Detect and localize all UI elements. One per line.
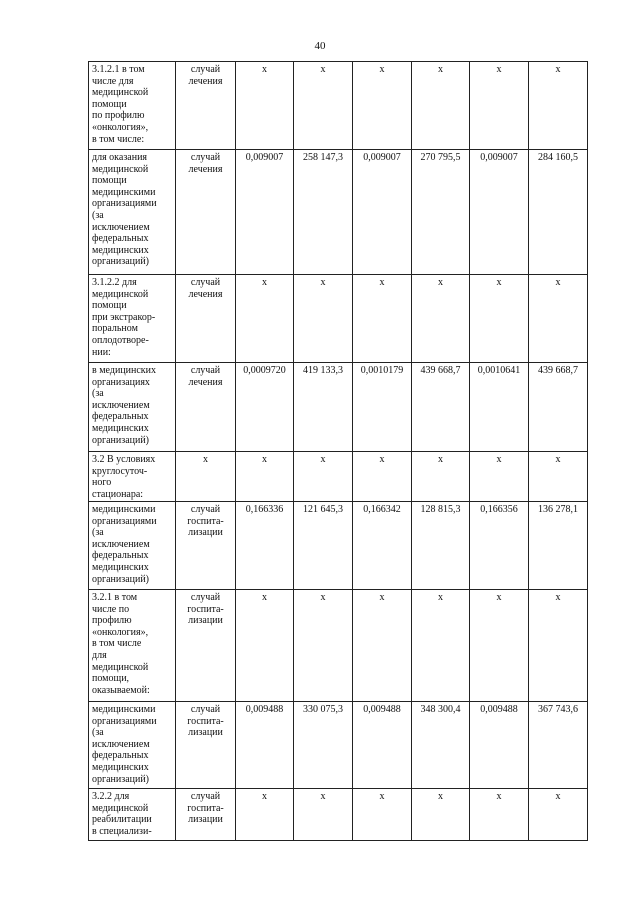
- value-cell: 136 278,1: [529, 502, 588, 590]
- table-row: [89, 150, 588, 275]
- value-cell: 0,009007: [236, 150, 294, 275]
- unit-label: случай госпита- лизации: [187, 791, 224, 826]
- table-row: [89, 502, 588, 590]
- value-cell: 419 133,3: [294, 363, 353, 452]
- value-cell: х: [236, 789, 294, 841]
- row-name-cell: [89, 452, 176, 502]
- value-cell: 367 743,6: [529, 702, 588, 789]
- row-name: для оказания медицинской помощи медицинскими организациями (за исключением федеральных медицинских организаций): [92, 152, 157, 268]
- value-cell: х: [294, 62, 353, 150]
- unit-label: случай лечения: [188, 365, 223, 388]
- unit-cell: [176, 590, 236, 702]
- value-cell: х: [529, 452, 588, 502]
- unit-label: случай лечения: [188, 64, 223, 87]
- value-cell: 284 160,5: [529, 150, 588, 275]
- value-cell: х: [236, 590, 294, 702]
- table-row: [89, 789, 588, 841]
- value-cell: 439 668,7: [412, 363, 470, 452]
- unit-cell: [176, 452, 236, 502]
- value-cell: 0,0009720: [236, 363, 294, 452]
- table-row: [89, 452, 588, 502]
- value-cell: х: [529, 62, 588, 150]
- value-cell: 0,009007: [353, 150, 412, 275]
- unit-label: случай госпита- лизации: [187, 504, 224, 539]
- row-name-cell: [89, 789, 176, 841]
- unit-label: случай лечения: [188, 152, 223, 175]
- value-cell: х: [412, 275, 470, 363]
- value-cell: 0,0010641: [470, 363, 529, 452]
- value-cell: х: [529, 275, 588, 363]
- value-cell: х: [353, 590, 412, 702]
- value-cell: х: [529, 789, 588, 841]
- unit-cell: [176, 363, 236, 452]
- value-cell: х: [294, 590, 353, 702]
- page-number: 40: [314, 40, 326, 52]
- value-cell: 0,009488: [236, 702, 294, 789]
- unit-label: случай госпита- лизации: [187, 592, 224, 627]
- value-cell: х: [470, 452, 529, 502]
- row-name: 3.1.2.1 в том числе для медицинской помощи по профилю «онкология», в том числе:: [92, 64, 149, 145]
- value-cell: х: [353, 275, 412, 363]
- value-cell: 0,166342: [353, 502, 412, 590]
- row-name-cell: [89, 150, 176, 275]
- row-name: 3.1.2.2 для медицинской помощи при экстракор- поральном оплодотворе- нии:: [92, 277, 156, 358]
- value-cell: 0,009007: [470, 150, 529, 275]
- value-cell: 439 668,7: [529, 363, 588, 452]
- value-cell: х: [294, 789, 353, 841]
- table-row: [89, 702, 588, 789]
- value-cell: 0,009488: [353, 702, 412, 789]
- row-name-cell: [89, 363, 176, 452]
- value-cell: х: [412, 62, 470, 150]
- row-name: медицинскими организациями (за исключением федеральных медицинских организаций): [92, 504, 157, 585]
- row-name: в медицинских организациях (за исключением федеральных медицинских организаций): [92, 365, 156, 446]
- row-name-cell: [89, 702, 176, 789]
- value-cell: 348 300,4: [412, 702, 470, 789]
- value-cell: х: [353, 452, 412, 502]
- value-cell: 0,0010179: [353, 363, 412, 452]
- value-cell: 258 147,3: [294, 150, 353, 275]
- value-cell: х: [529, 590, 588, 702]
- row-name: 3.2 В условиях круглосуточ- ного стационара:: [92, 454, 156, 500]
- value-cell: х: [470, 275, 529, 363]
- value-cell: х: [294, 275, 353, 363]
- value-cell: х: [236, 452, 294, 502]
- value-cell: х: [236, 62, 294, 150]
- medical-care-table: [88, 61, 588, 841]
- unit-cell: [176, 150, 236, 275]
- unit-cell: [176, 62, 236, 150]
- value-cell: 0,166356: [470, 502, 529, 590]
- row-name: медицинскими организациями (за исключением федеральных медицинских организаций): [92, 704, 157, 785]
- unit-label: случай лечения: [188, 277, 223, 300]
- row-name: 3.2.2 для медицинской реабилитации в специализи-: [92, 791, 152, 837]
- value-cell: 270 795,5: [412, 150, 470, 275]
- value-cell: 330 075,3: [294, 702, 353, 789]
- row-name-cell: [89, 62, 176, 150]
- value-cell: х: [236, 275, 294, 363]
- unit-cell: [176, 702, 236, 789]
- value-cell: 0,166336: [236, 502, 294, 590]
- row-name-cell: [89, 502, 176, 590]
- value-cell: х: [412, 789, 470, 841]
- table-row: [89, 275, 588, 363]
- value-cell: 0,009488: [470, 702, 529, 789]
- unit-cell: [176, 502, 236, 590]
- value-cell: х: [294, 452, 353, 502]
- row-name-cell: [89, 275, 176, 363]
- value-cell: х: [470, 590, 529, 702]
- value-cell: 128 815,3: [412, 502, 470, 590]
- value-cell: х: [412, 452, 470, 502]
- value-cell: 121 645,3: [294, 502, 353, 590]
- unit-cell: [176, 789, 236, 841]
- value-cell: х: [470, 789, 529, 841]
- table-row: [89, 590, 588, 702]
- row-name-cell: [89, 590, 176, 702]
- unit-label: х: [203, 454, 208, 465]
- row-name: 3.2.1 в том числе по профилю «онкология», в том числе для медицинской помощи, оказываемой:: [92, 592, 150, 696]
- value-cell: х: [353, 789, 412, 841]
- unit-cell: [176, 275, 236, 363]
- value-cell: х: [470, 62, 529, 150]
- table-row: [89, 363, 588, 452]
- unit-label: случай госпита- лизации: [187, 704, 224, 739]
- value-cell: х: [353, 62, 412, 150]
- table-row: [89, 62, 588, 150]
- value-cell: х: [412, 590, 470, 702]
